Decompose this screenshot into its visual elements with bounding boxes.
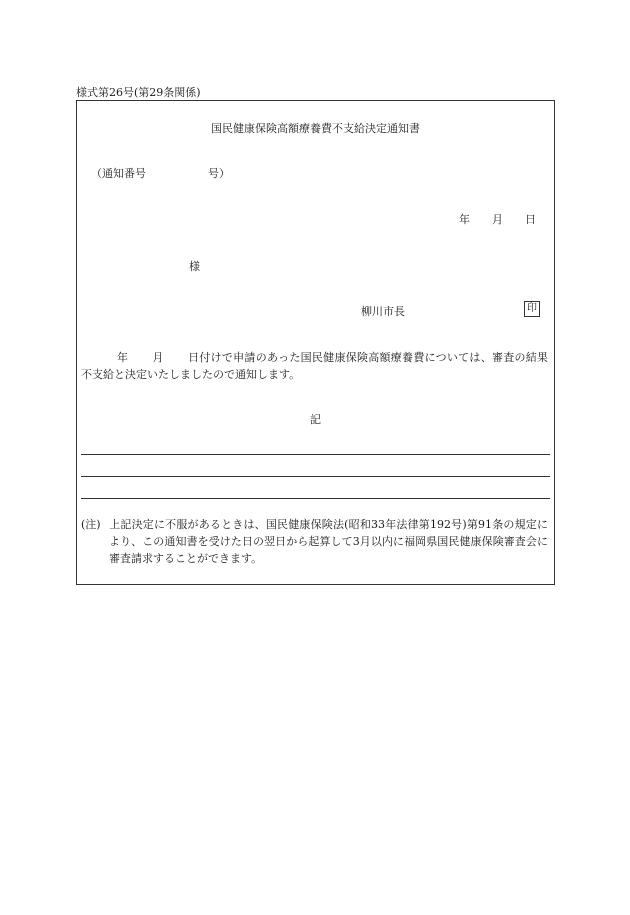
date-month: 月 bbox=[492, 213, 503, 226]
date-year: 年 bbox=[459, 213, 470, 226]
entry-line-3 bbox=[81, 498, 550, 499]
seal-mark: 印 bbox=[524, 301, 540, 317]
body-year: 年 bbox=[117, 351, 129, 364]
addressee-suffix: 様 bbox=[189, 260, 200, 273]
notice-number bbox=[91, 165, 230, 181]
date-day: 日 bbox=[525, 213, 536, 226]
footnote-mark: (注) bbox=[81, 518, 101, 531]
notice-frame bbox=[76, 100, 555, 585]
body-month: 月 bbox=[152, 351, 164, 364]
footnote-text: 上記決定に不服があるときは、国民健康保険法(昭和33年法律第192号)第91条の規定により、この通知書を受けた日の翌日から起算して3月以内に福岡県国民健康保険審査会に審査請求することができます。 bbox=[109, 518, 548, 565]
entry-line-1 bbox=[81, 454, 550, 455]
issue-date bbox=[459, 211, 536, 227]
issuer-name: 柳川市長 bbox=[361, 305, 405, 318]
entry-line-2 bbox=[81, 476, 550, 477]
notice-body bbox=[81, 349, 548, 383]
body-text: 日付けで申請のあった国民健康保険高額療養費については、審査の結果不支給と決定いたしましたので通知します。 bbox=[81, 351, 549, 381]
notice-number-open: （通知番号 bbox=[91, 167, 146, 180]
footnote bbox=[81, 516, 548, 567]
form-number-label: 様式第26号(第29条関係) bbox=[76, 86, 201, 99]
notice-number-close: 号） bbox=[208, 167, 230, 180]
document-title: 国民健康保険高額療養費不支給決定通知書 bbox=[211, 122, 420, 135]
ki-heading: 記 bbox=[310, 413, 321, 426]
